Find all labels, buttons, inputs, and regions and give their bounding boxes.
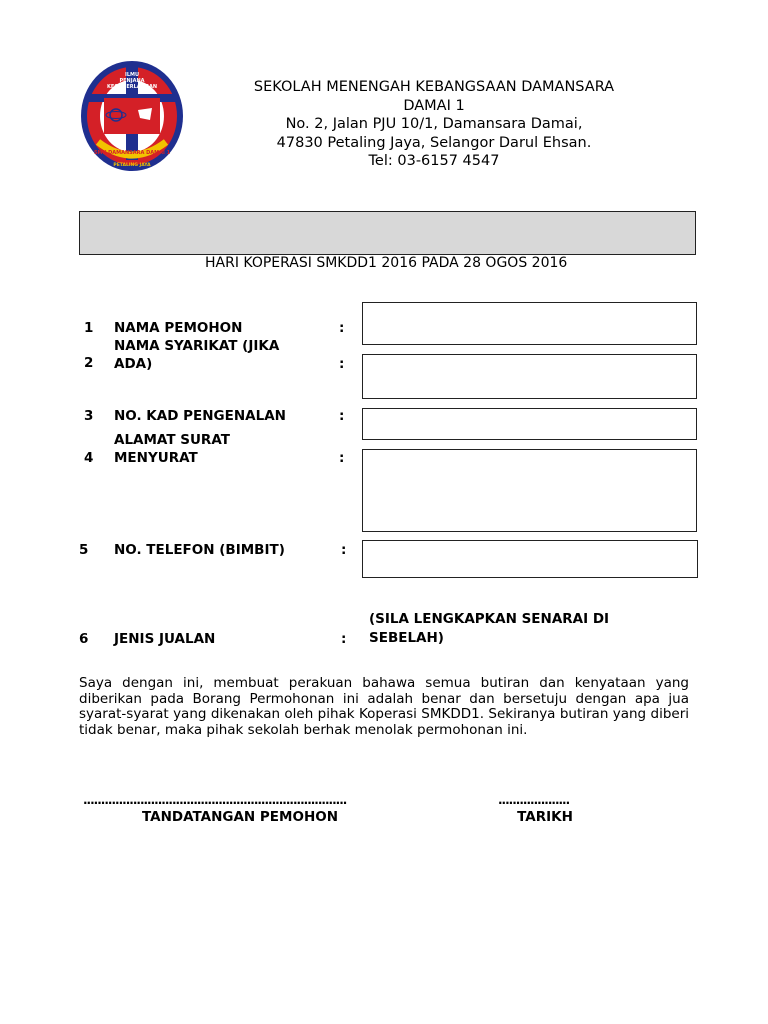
jenis-jualan-note: (SILA LENGKAPKAN SENARAI DI SEBELAH) — [369, 611, 610, 646]
school-crest-icon — [80, 60, 184, 172]
nama-pemohon-field[interactable] — [362, 302, 697, 345]
school-address-line2: 47830 Petaling Jaya, Selangor Darul Ehsan. — [276, 134, 592, 151]
signature-label: TANDATANGAN PEMOHON — [141, 809, 339, 825]
nama-syarikat-field[interactable] — [362, 354, 697, 399]
signature-line: .......................................................................... — [83, 793, 347, 807]
field-3-colon: : — [339, 408, 345, 424]
field-2-number: 2 — [84, 355, 94, 371]
school-header — [200, 78, 668, 165]
field-4-number: 4 — [84, 450, 94, 466]
form-title-text: HARI KOPERASI SMKDD1 2016 PADA 28 OGOS 2016 — [205, 255, 568, 267]
crest-motto-line2: PENJANA — [119, 78, 145, 84]
field-4-colon: : — [339, 450, 345, 466]
field-3-number: 3 — [84, 408, 94, 424]
form-title-bar — [79, 211, 696, 255]
no-kad-pengenalan-field[interactable] — [362, 408, 697, 440]
field-6-number: 6 — [79, 631, 89, 647]
date-label: TARIKH — [517, 809, 573, 825]
field-6-label: JENIS JUALAN — [114, 631, 216, 647]
field-1-colon: : — [339, 320, 345, 336]
field-4-label-line2: MENYURAT — [114, 450, 198, 466]
form-title — [205, 252, 645, 267]
crest-motto-line3: KECEMERLANGAN — [106, 84, 158, 90]
field-2-colon: : — [339, 356, 345, 372]
field-4-label-line1: ALAMAT SURAT — [114, 432, 230, 448]
school-address-line1: No. 2, Jalan PJU 10/1, Damansara Damai, — [285, 116, 583, 132]
alamat-surat-menyurat-field[interactable] — [362, 449, 697, 532]
school-logo — [80, 60, 184, 172]
no-telefon-field[interactable] — [362, 540, 698, 578]
date-line: .................... — [498, 793, 570, 807]
field-5-label: NO. TELEFON (BIMBIT) — [114, 542, 285, 558]
field-2-label-line2: ADA) — [114, 356, 153, 372]
field-1-number: 1 — [84, 320, 94, 336]
declaration-paragraph: Saya dengan ini, membuat perakuan bahawa semua butiran dan kenyataan yang diberikan pada Borang Permohonan ini adalah benar dan bersetuju dengan apa jua syarat-syarat yang dikenakan oleh pihak Koperasi SMKDD1. Sekiranya butiran yang diberi tidak benar, maka pihak sekolah berhak menolak permohonan ini. — [79, 675, 689, 738]
field-1-label: NAMA PEMOHON — [114, 320, 243, 336]
school-name-line2: DAMAI 1 — [403, 97, 465, 114]
crest-ring-text: SMK DAMANSARA DAMAI 1 — [93, 150, 171, 156]
crest-motto-line1: ILMU — [124, 72, 140, 78]
crest-city-text: PETALING JAYA — [113, 163, 151, 168]
field-5-number: 5 — [79, 542, 89, 558]
school-tel: Tel: 03-6157 4547 — [368, 153, 500, 165]
school-name-line1: SEKOLAH MENENGAH KEBANGSAAN DAMANSARA — [253, 79, 615, 95]
field-2-label-line1: NAMA SYARIKAT (JIKA — [114, 338, 280, 354]
field-5-colon: : — [341, 542, 347, 558]
field-3-label: NO. KAD PENGENALAN — [114, 408, 286, 424]
field-6-colon: : — [341, 631, 347, 647]
